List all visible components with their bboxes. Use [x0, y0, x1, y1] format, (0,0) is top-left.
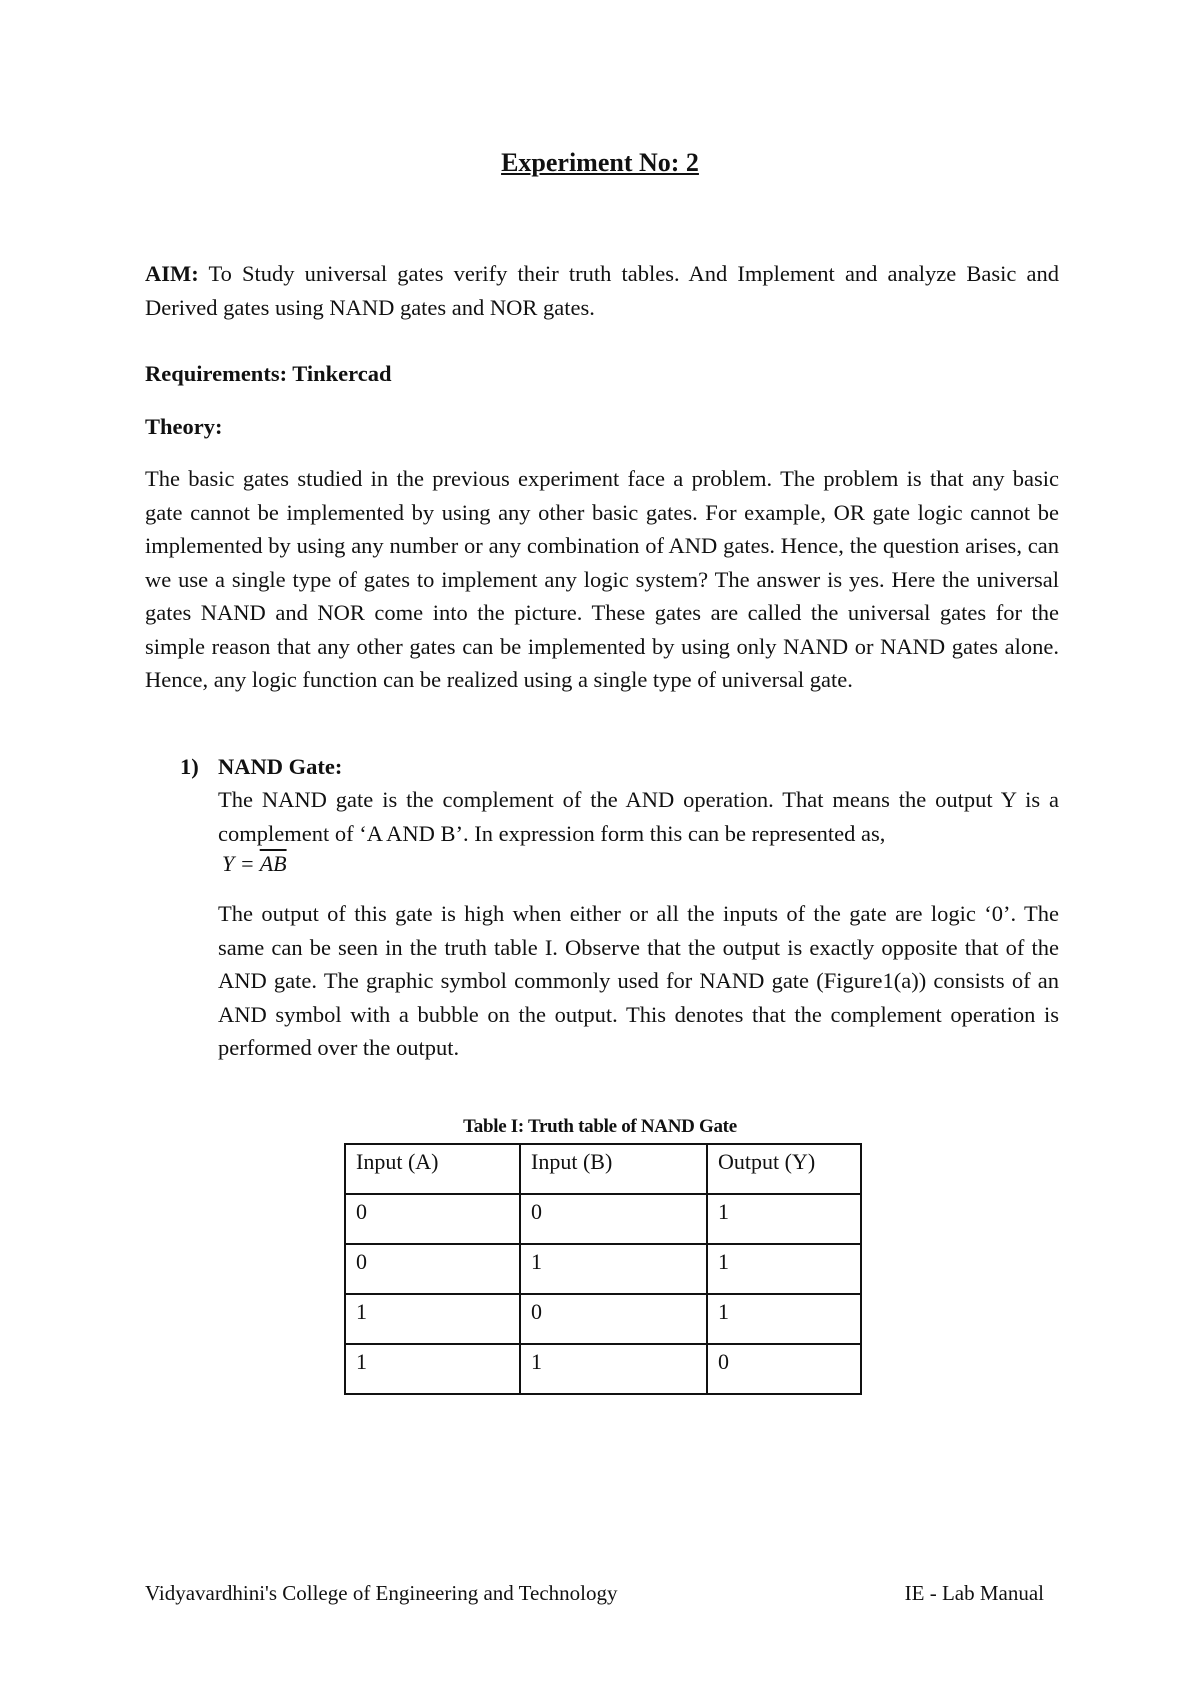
table-cell: 0	[520, 1194, 707, 1244]
table-cell: 1	[707, 1244, 861, 1294]
nand-formula	[222, 851, 287, 877]
table-row	[345, 1294, 861, 1344]
table-cell: 1	[520, 1244, 707, 1294]
table-cell: 1	[345, 1294, 520, 1344]
table-cell: 0	[520, 1294, 707, 1344]
formula-lhs: Y =	[222, 851, 260, 876]
table-row	[345, 1194, 861, 1244]
table-cell: 1	[707, 1294, 861, 1344]
theory-heading: Theory:	[145, 414, 223, 439]
nand-section-heading	[180, 750, 342, 784]
aim-text: To Study universal gates verify their truth tables. And Implement and analyze Basic and Derived gates using NAND gates and NOR gates.	[145, 261, 1059, 320]
table-caption: Table I: Truth table of NAND Gate	[463, 1116, 737, 1137]
table-header-row	[345, 1144, 861, 1194]
table-header: Output (Y)	[707, 1144, 861, 1194]
aim-paragraph	[145, 257, 1059, 324]
section-title: NAND Gate:	[218, 754, 343, 779]
table-cell: 0	[345, 1244, 520, 1294]
requirements-line: Requirements: Tinkercad	[145, 361, 392, 386]
table-cell: 1	[707, 1194, 861, 1244]
table-cell: 1	[345, 1344, 520, 1394]
theory-paragraph: The basic gates studied in the previous experiment face a problem. The problem is that any basic gate cannot be implemented by using any other basic gates. For example, OR gate logic cannot be implemented by using any number or any combination of AND gates. Hence, the question arises, can we use a single type of gates to implement any logic system? The answer is yes. Here the universal gates NAND and NOR come into the picture. These gates are called the universal gates for the simple reason that any other gates can be implemented by using only NAND or NAND gates alone. Hence, any logic function can be realized using a single type of universal gate.	[145, 466, 1059, 692]
table-header: Input (A)	[345, 1144, 520, 1194]
nand-explanation: The output of this gate is high when either or all the inputs of the gate are logic ‘0’. The same can be seen in the truth table I. Observe that the output is exactly opposite that of the AND gate. The graphic symbol commonly used for NAND gate (Figure1(a)) consists of an AND symbol with a bubble on the output. This denotes that the complement operation is performed over the output.	[218, 901, 1059, 1060]
table-header: Input (B)	[520, 1144, 707, 1194]
aim-label: AIM:	[145, 261, 199, 286]
formula-rhs: $\overline{AB}$	[259, 851, 287, 876]
table-row	[345, 1244, 861, 1294]
table-cell: 0	[707, 1344, 861, 1394]
nand-description: The NAND gate is the complement of the AND operation. That means the output Y is a complement of ‘A AND B’. In expression form this can be represented as,	[218, 787, 1059, 846]
footer-manual: IE - Lab Manual	[904, 1581, 1044, 1605]
page-title: Experiment No: 2	[501, 148, 699, 177]
footer-college: Vidyavardhini's College of Engineering and Technology	[145, 1581, 618, 1605]
section-number: 1)	[180, 754, 199, 779]
truth-table	[344, 1143, 862, 1395]
table-cell: 0	[345, 1194, 520, 1244]
table-row	[345, 1344, 861, 1394]
table-cell: 1	[520, 1344, 707, 1394]
